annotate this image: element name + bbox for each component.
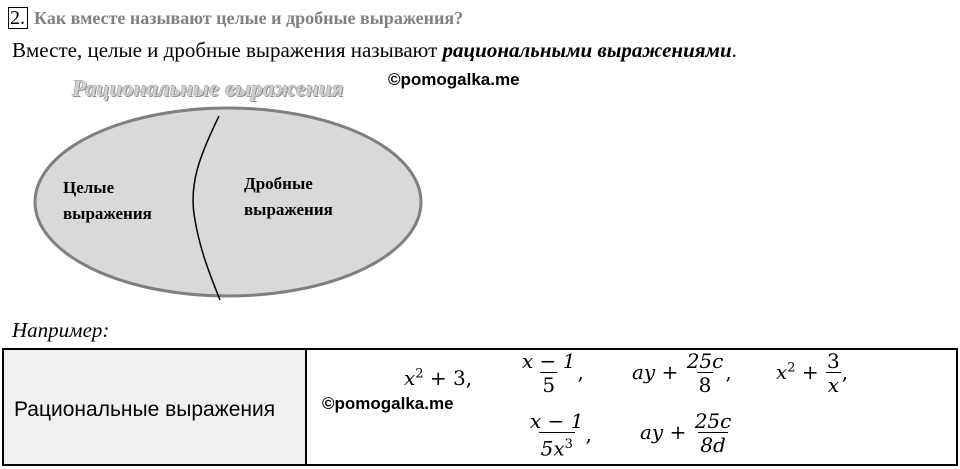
answer-suffix: . — [731, 38, 737, 62]
expr-4-exp: 2 — [787, 360, 796, 376]
expr-1-base: x — [404, 366, 416, 390]
expr-1-exp: 2 — [415, 366, 424, 382]
left-region-line-2: выражения — [63, 204, 152, 223]
expr-2-numerator: x − 1 — [522, 349, 576, 373]
expr-3-after: , — [725, 360, 732, 384]
expr-6-denominator: 8d — [700, 433, 726, 457]
answer-highlight: рациональными выражениями — [442, 38, 732, 62]
left-region-label — [63, 175, 152, 227]
question-text: Как вместе называют целые и дробные выражения? — [34, 7, 464, 28]
expr-4-after: , — [841, 360, 849, 384]
right-region-line-1: Дробные — [244, 174, 313, 193]
right-region-line-2: выражения — [244, 200, 333, 219]
expr-1-rest: + 3, — [423, 366, 473, 390]
expr-2-denominator: 5 — [542, 373, 556, 397]
expr-2 — [520, 350, 584, 397]
expr-6-fraction — [693, 410, 734, 457]
expr-6-pre: ay + — [640, 420, 693, 444]
expr-4-base: x — [776, 360, 788, 384]
expr-4-op: + — [795, 360, 826, 384]
expr-6-numerator: 25c — [694, 409, 732, 433]
expr-5 — [528, 410, 592, 461]
expr-4-denominator: x — [827, 373, 840, 397]
left-region-line-1: Целые — [63, 178, 115, 197]
expr-6 — [640, 410, 733, 457]
expr-4 — [776, 350, 848, 397]
question-number: 2. — [8, 7, 28, 29]
expr-3-numerator: 25c — [686, 349, 724, 373]
expr-3-fraction — [685, 350, 726, 397]
expr-5-after: , — [585, 421, 592, 446]
expr-5-fraction — [528, 410, 585, 461]
expr-3 — [632, 350, 732, 397]
expr-5-denominator: $5x^3$ — [539, 432, 575, 461]
table-row-header: Рациональные выражения — [14, 398, 276, 421]
expr-5-numerator: x − 1 — [530, 409, 584, 433]
expr-1 — [404, 366, 472, 390]
expr-4-fraction — [825, 350, 842, 397]
watermark-top: ©pomogalka.me — [388, 70, 520, 89]
diagram-title: Рациональные выражения — [72, 76, 344, 101]
table-row-header-cell — [4, 350, 307, 464]
right-region-label — [244, 171, 333, 223]
answer-prefix: Вместе, целые и дробные выражения называют — [12, 38, 443, 62]
example-label: Например: — [12, 318, 110, 342]
watermark-table: ©pomogalka.me — [322, 394, 454, 413]
expr-3-pre: ay + — [632, 360, 685, 384]
expr-2-fraction — [520, 350, 577, 397]
expr-2-after: , — [577, 360, 584, 384]
expr-3-denominator: 8 — [698, 373, 712, 397]
expr-4-numerator: 3 — [827, 349, 840, 373]
